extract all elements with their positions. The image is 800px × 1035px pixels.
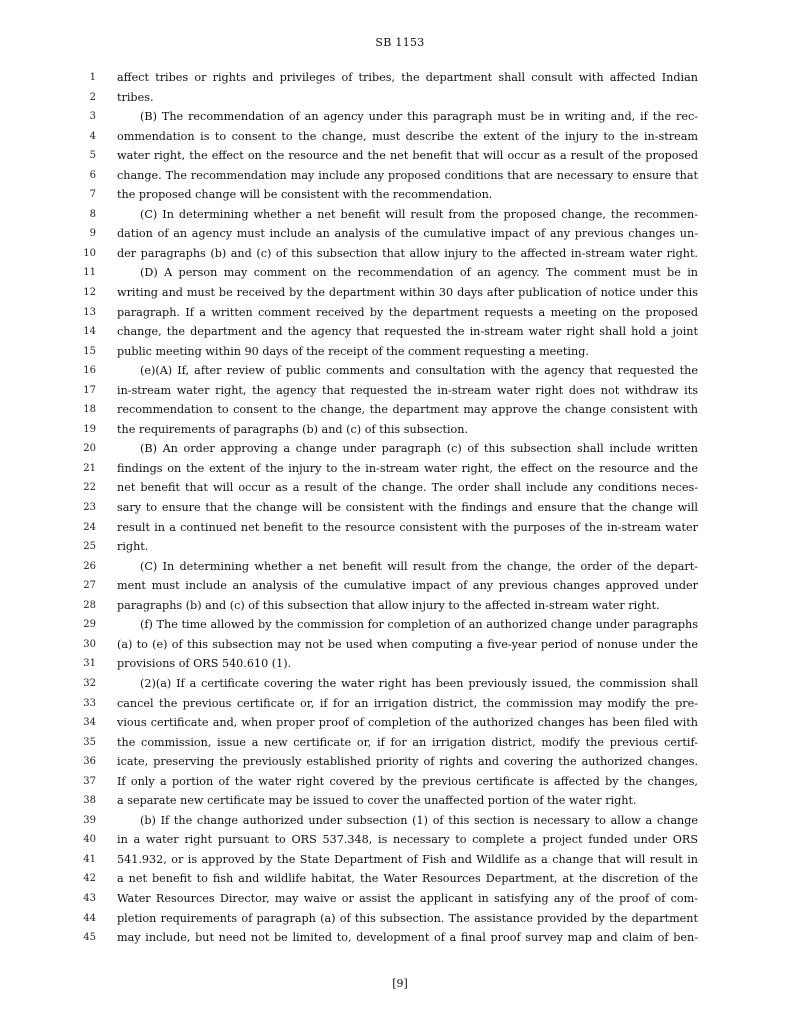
text-line xyxy=(0,322,800,342)
line-text: (B) The recommendation of an agency under this paragraph must be in writing and, if the rec- xyxy=(140,110,698,124)
page-number: [9] xyxy=(392,977,408,990)
line-number: 22 xyxy=(83,482,96,494)
line-number: 42 xyxy=(83,873,96,885)
text-line xyxy=(0,537,800,557)
line-number: 2 xyxy=(89,91,96,103)
line-number: 5 xyxy=(89,150,96,162)
line-text: provisions of ORS 540.610 (1). xyxy=(117,657,292,671)
line-text: (f) The time allowed by the commission for completion of an authorized change under paragraphs xyxy=(140,618,698,632)
line-number: 45 xyxy=(83,932,96,944)
line-text: ment must include an analysis of the cumulative impact of any previous changes approved under xyxy=(117,579,698,593)
line-text: sary to ensure that the change will be consistent with the findings and ensure that the change will xyxy=(117,501,698,515)
text-line xyxy=(0,381,800,401)
text-line xyxy=(0,752,800,772)
line-number: 35 xyxy=(83,736,96,748)
line-number: 16 xyxy=(83,365,96,377)
text-line xyxy=(0,694,800,714)
line-number: 10 xyxy=(83,247,96,259)
text-line xyxy=(0,127,800,147)
line-text: affect tribes or rights and privileges of tribes, the department shall consult with affected Indian xyxy=(117,71,698,84)
line-number: 41 xyxy=(83,853,96,865)
text-line xyxy=(0,791,800,811)
line-text: a separate new certificate may be issued to cover the unaffected portion of the water right. xyxy=(117,794,637,808)
text-line xyxy=(0,557,800,577)
line-number: 21 xyxy=(83,462,96,474)
text-line xyxy=(0,342,800,362)
text-line xyxy=(0,498,800,518)
line-number: 28 xyxy=(83,599,96,611)
line-number: 38 xyxy=(83,795,96,807)
line-number: 43 xyxy=(83,892,96,904)
text-line xyxy=(0,850,800,870)
line-text: icate, preserving the previously established priority of rights and covering the authorized changes. xyxy=(117,755,698,769)
text-line xyxy=(0,674,800,694)
line-text: (D) A person may comment on the recommendation of an agency. The comment must be in xyxy=(140,266,698,280)
line-text: result in a continued net benefit to the resource consistent with the purposes of the in-stream water xyxy=(117,520,698,534)
text-line xyxy=(0,928,800,948)
line-number: 26 xyxy=(83,560,96,572)
line-number: 32 xyxy=(83,677,96,689)
text-line xyxy=(0,146,800,166)
line-text: in-stream water right, the agency that requested the in-stream water right does not withdraw its xyxy=(117,383,698,397)
text-line xyxy=(0,303,800,323)
line-text: may include, but need not be limited to, development of a final proof survey map and claim of ben- xyxy=(117,931,698,945)
line-text: water right, the effect on the resource and the net benefit that will occur as a result of the proposed xyxy=(117,149,698,163)
line-text: findings on the extent of the injury to the in-stream water right, the effect on the resource and the xyxy=(117,461,698,475)
line-text: (b) If the change authorized under subsection (1) of this section is necessary to allow a change xyxy=(140,813,698,827)
line-text: (2)(a) If a certificate covering the water right has been previously issued, the commission shall xyxy=(140,676,698,690)
text-line xyxy=(0,830,800,850)
line-number: 3 xyxy=(89,111,96,123)
line-number: 1 xyxy=(89,72,96,83)
line-text: If only a portion of the water right covered by the previous certificate is affected by the changes, xyxy=(117,774,698,788)
line-text: dation of an agency must include an analysis of the cumulative impact of any previous changes un- xyxy=(117,227,698,241)
line-number: 11 xyxy=(83,267,96,279)
line-number: 14 xyxy=(83,326,96,338)
line-text: cancel the previous certificate or, if for an irrigation district, the commission may modify the pre- xyxy=(117,696,698,710)
line-number: 39 xyxy=(83,814,96,826)
text-line xyxy=(0,439,800,459)
line-number: 40 xyxy=(83,834,96,846)
line-text: tribes. xyxy=(117,90,154,104)
text-line xyxy=(0,478,800,498)
text-line xyxy=(0,635,800,655)
line-number: 27 xyxy=(83,580,96,592)
text-line xyxy=(0,909,800,929)
text-line xyxy=(0,518,800,538)
text-line xyxy=(0,400,800,420)
text-line xyxy=(0,420,800,440)
line-text: in a water right pursuant to ORS 537.348, is necessary to complete a project funded under ORS xyxy=(117,833,698,847)
text-line xyxy=(0,615,800,635)
line-text: (a) to (e) of this subsection may not be used when computing a five-year period of nonuse under the xyxy=(117,637,698,651)
line-text: change, the department and the agency that requested the in-stream water right shall hold a joint xyxy=(117,325,698,339)
line-text: net benefit that will occur as a result of the change. The order shall include any conditions neces- xyxy=(117,481,698,495)
line-text: recommendation to consent to the change, the department may approve the change consistent with xyxy=(117,403,698,417)
line-number: 30 xyxy=(83,638,96,650)
text-line xyxy=(0,205,800,225)
line-text: paragraphs (b) and (c) of this subsection that allow injury to the affected in-stream water right. xyxy=(117,598,660,612)
text-line xyxy=(0,576,800,596)
text-line xyxy=(0,185,800,205)
text-line xyxy=(0,811,800,831)
line-text: der paragraphs (b) and (c) of this subsection that allow injury to the affected in-stream water right. xyxy=(117,246,698,260)
text-line xyxy=(0,654,800,674)
text-line xyxy=(0,869,800,889)
text-line xyxy=(0,772,800,792)
line-number: 4 xyxy=(89,130,96,142)
line-number: 33 xyxy=(83,697,96,709)
text-line xyxy=(0,68,800,88)
text-line xyxy=(0,166,800,186)
page-header-bill-number: SB 1153 xyxy=(375,36,425,49)
line-number: 29 xyxy=(83,619,96,631)
line-number: 9 xyxy=(89,228,96,240)
text-line xyxy=(0,361,800,381)
line-number: 7 xyxy=(89,189,96,201)
line-number: 15 xyxy=(83,345,96,357)
line-number: 8 xyxy=(89,208,96,220)
line-text: ommendation is to consent to the change, must describe the extent of the injury to the in-stream xyxy=(117,129,698,143)
line-number: 25 xyxy=(83,541,96,553)
line-number: 36 xyxy=(83,756,96,768)
text-line xyxy=(0,459,800,479)
line-text: public meeting within 90 days of the receipt of the comment requesting a meeting. xyxy=(117,344,589,358)
text-line xyxy=(0,889,800,909)
line-number: 12 xyxy=(83,287,96,299)
line-number: 19 xyxy=(83,423,96,435)
line-text: 541.932, or is approved by the State Department of Fish and Wildlife as a change that will result in xyxy=(117,852,698,866)
line-text: (e)(A) If, after review of public comments and consultation with the agency that requested the xyxy=(140,364,698,378)
text-line xyxy=(0,733,800,753)
line-text: (C) In determining whether a net benefit will result from the change, the order of the depart- xyxy=(140,559,698,573)
line-number: 24 xyxy=(83,521,96,533)
line-text: writing and must be received by the department within 30 days after publication of notice under this xyxy=(117,286,698,300)
line-text: the requirements of paragraphs (b) and (c) of this subsection. xyxy=(117,422,469,436)
line-text: vious certificate and, when proper proof of completion of the authorized changes has been filed with xyxy=(117,716,698,730)
line-text: Water Resources Director, may waive or assist the applicant in satisfying any of the proof of com- xyxy=(117,891,698,905)
line-text: right. xyxy=(117,540,149,554)
text-line xyxy=(0,224,800,244)
line-number: 6 xyxy=(89,169,96,181)
text-line xyxy=(0,596,800,616)
line-text: the commission, issue a new certificate or, if for an irrigation district, modify the previous certif- xyxy=(117,735,698,749)
line-text: a net benefit to fish and wildlife habitat, the Water Resources Department, at the discretion of the xyxy=(117,872,698,886)
line-text: (C) In determining whether a net benefit will result from the proposed change, the recommen- xyxy=(140,207,698,221)
text-line xyxy=(0,283,800,303)
text-line xyxy=(0,713,800,733)
line-text: paragraph. If a written comment received by the department requests a meeting on the proposed xyxy=(117,305,698,319)
line-number: 20 xyxy=(83,443,96,455)
text-line xyxy=(0,88,800,108)
text-line xyxy=(0,107,800,127)
line-text: pletion requirements of paragraph (a) of this subsection. The assistance provided by the department xyxy=(117,911,698,925)
line-number: 17 xyxy=(83,384,96,396)
line-number: 44 xyxy=(83,912,96,924)
line-number: 13 xyxy=(83,306,96,318)
line-number: 18 xyxy=(83,404,96,416)
numbered-text-body xyxy=(0,68,800,948)
line-text: change. The recommendation may include any proposed conditions that are necessary to ensure that xyxy=(117,168,698,182)
text-line xyxy=(0,263,800,283)
line-number: 37 xyxy=(83,775,96,787)
line-number: 34 xyxy=(83,717,96,729)
line-text: the proposed change will be consistent with the recommendation. xyxy=(117,188,493,202)
text-line xyxy=(0,244,800,264)
line-number: 31 xyxy=(83,658,96,670)
line-text: (B) An order approving a change under paragraph (c) of this subsection shall include written xyxy=(140,442,698,456)
line-number: 23 xyxy=(83,502,96,514)
